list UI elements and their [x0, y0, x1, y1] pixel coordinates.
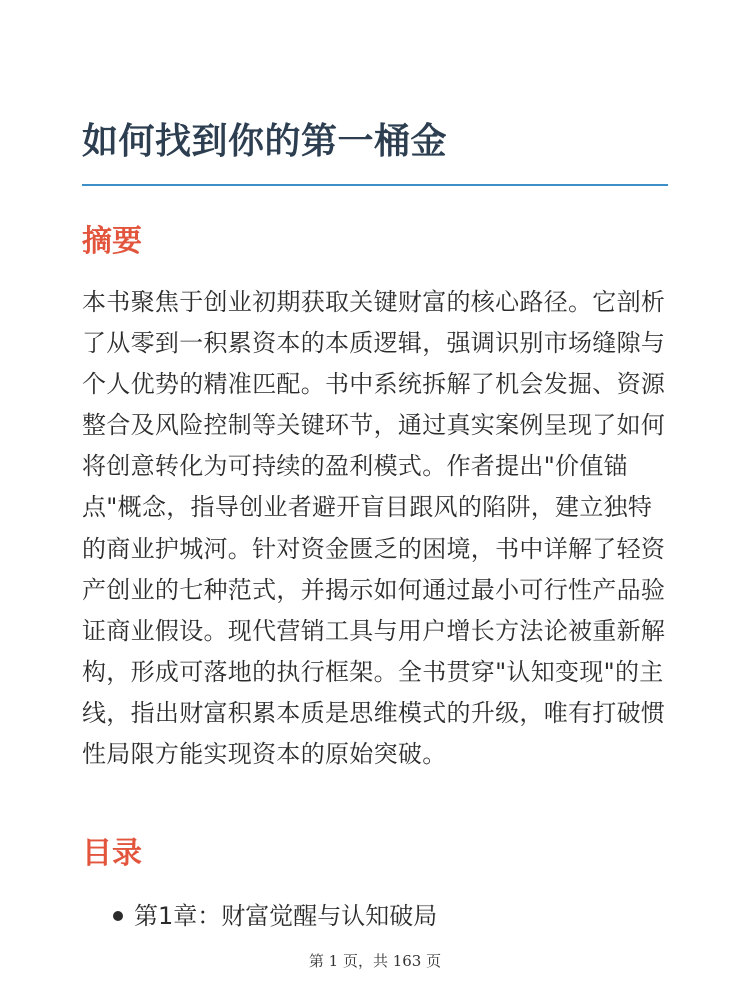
toc-item: [82, 896, 437, 936]
summary-heading: 摘要: [82, 224, 142, 259]
title-divider: [82, 184, 668, 186]
toc-list: [82, 896, 437, 936]
toc-heading: 目录: [82, 836, 142, 871]
document-title: 如何找到你的第一桶金: [82, 121, 448, 162]
bullet-icon: [113, 911, 123, 921]
toc-item-label: 第1章：财富觉醒与认知破局: [134, 902, 438, 930]
summary-paragraph: 本书聚焦于创业初期获取关键财富的核心路径。它剖析了从零到一积累资本的本质逻辑，强调识别市场缝隙与个人优势的精准匹配。书中系统拆解了机会发掘、资源整合及风险控制等关键环节，通过真实案例呈现了如何将创意转化为可持续的盈利模式。作者提出"价值锚点"概念，指导创业者避开盲目跟风的陷阱，建立独特的商业护城河。针对资金匮乏的困境，书中详解了轻资产创业的七种范式，并揭示如何通过最小可行性产品验证商业假设。现代营销工具与用户增长方法论被重新解构，形成可落地的执行框架。全书贯穿"认知变现"的主线，指出财富积累本质是思维模式的升级，唯有打破惯性局限方能实现资本的原始突破。: [82, 288, 666, 769]
page-footer: 第 1 页，共 163 页: [308, 952, 442, 970]
